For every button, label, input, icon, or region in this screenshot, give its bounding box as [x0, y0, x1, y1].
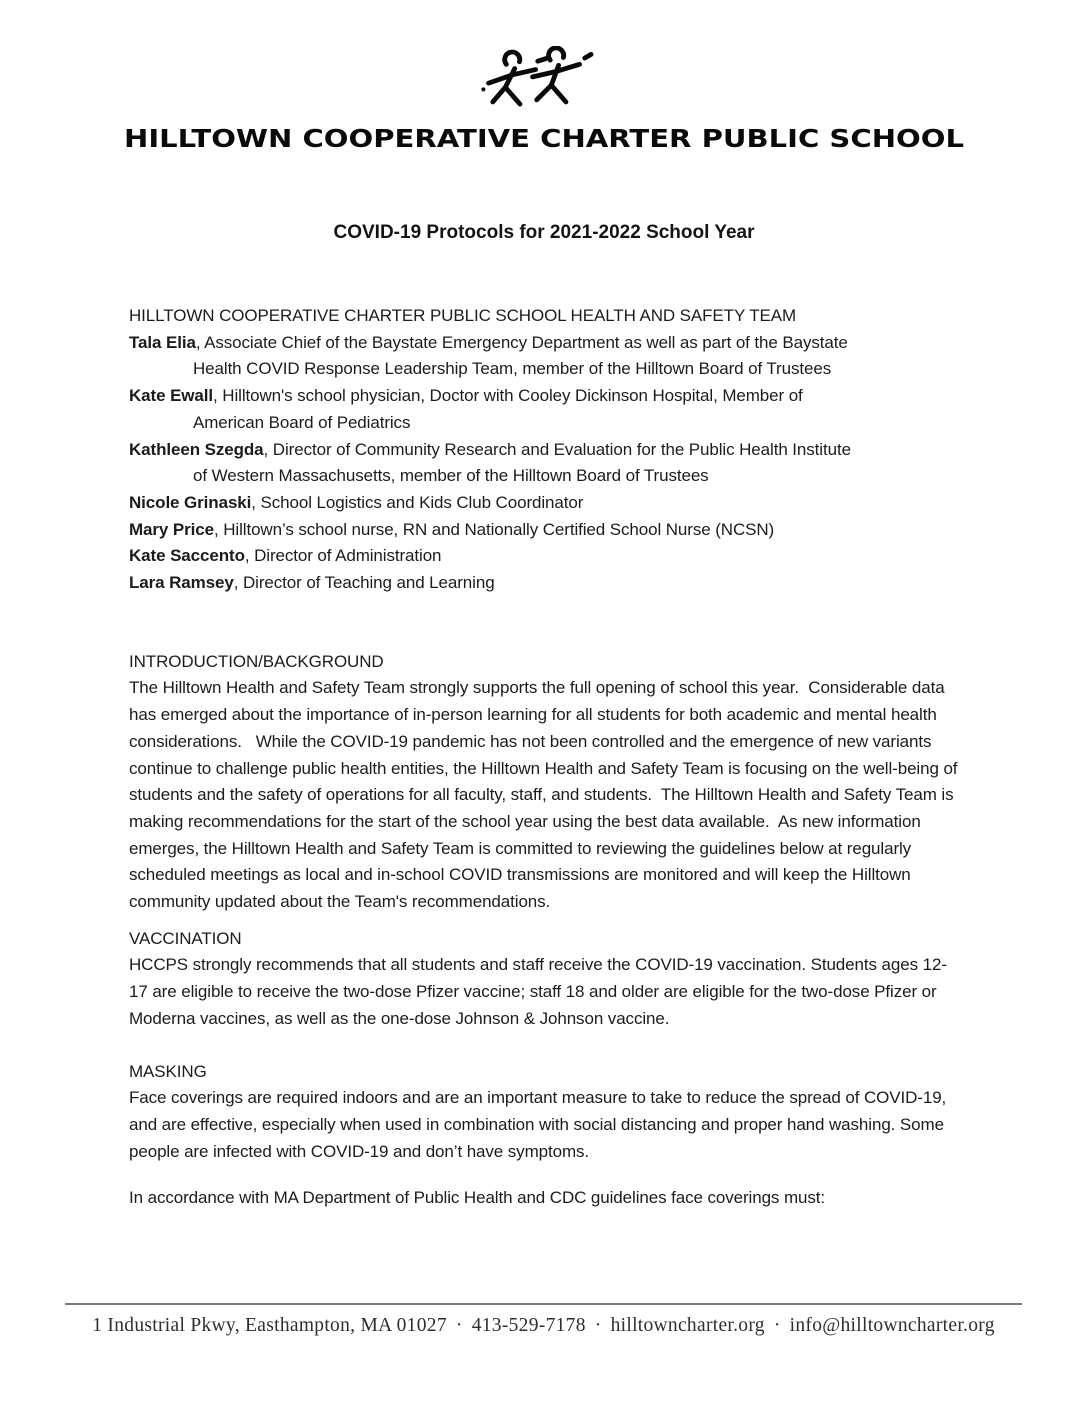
masking-section [129, 1059, 961, 1213]
team-heading: HILLTOWN COOPERATIVE CHARTER PUBLIC SCHOOL HEALTH AND SAFETY TEAM [129, 306, 797, 325]
logo-wordmark [120, 120, 968, 156]
footer-phone: 413-529-7178 [471, 1315, 586, 1336]
masking-paragraph: Face coverings are required indoors and are an important measure to take to reduce the spread of COVID-19, and are effective, especially when used in combination with social distancing and proper hand washing. Some people are infected with COVID-19 and don’t have symptoms. [129, 1088, 951, 1161]
team-section [129, 303, 961, 597]
member-role-continued: Health COVID Response Leadership Team, member of the Hilltown Board of Trustees [193, 359, 832, 379]
intro-section [129, 649, 961, 916]
footer-separator: · [773, 1315, 781, 1336]
intro-heading: INTRODUCTION/BACKGROUND [129, 651, 384, 671]
member-name: Tala Elia [129, 332, 196, 352]
team-member [129, 330, 961, 383]
member-role-continued: of Western Massachusetts, member of the Hilltown Board of Trustees [193, 466, 709, 486]
member-role: , Director of Community Research and Evaluation for the Public Health Institute [263, 439, 851, 459]
logo-wordmark-text: HILLTOWN COOPERATIVE CHARTER PUBLIC SCHOOL [124, 124, 965, 153]
footer-email: info@hilltowncharter.org [789, 1315, 995, 1336]
vaccination-paragraph: HCCPS strongly recommends that all students and staff receive the COVID-19 vaccination. Students ages 12-17 are eligible to receive the two-dose Pfizer vaccine; staff 18 and older are eligible for the two-dose Pfizer or Moderna vaccines, as well as the one-dose Johnson & Johnson vaccine. [129, 955, 947, 1028]
member-name: Kate Saccento [129, 546, 245, 566]
team-member [129, 570, 961, 597]
footer-separator: · [455, 1315, 463, 1336]
team-member [129, 517, 961, 544]
member-role: , Director of Teaching and Learning [233, 573, 495, 593]
member-role: , Associate Chief of the Baystate Emergency Department as well as part of the Baystate [195, 332, 848, 352]
member-name: Kathleen Szegda [129, 439, 264, 459]
team-member [129, 543, 961, 570]
vaccination-heading: VACCINATION [129, 928, 242, 948]
page-footer [65, 1303, 1022, 1337]
member-role: , Director of Administration [244, 546, 442, 566]
team-member [129, 383, 961, 436]
masking-heading: MASKING [129, 1061, 207, 1081]
member-role: , Hilltown's school physician, Doctor with Cooley Dickinson Hospital, Member of [213, 386, 803, 406]
member-name: Nicole Grinaski [129, 492, 252, 512]
document-body [129, 303, 961, 1212]
member-name: Kate Ewall [129, 386, 214, 406]
intro-paragraph: The Hilltown Health and Safety Team strongly supports the full opening of school this year. Considerable data has emerged about the importance of in-person learning for all students for both academic and mental health considerations. While the COVID-19 pandemic has not been controlled and the emergence of new variants continue to challenge public health entities, the Hilltown Health and Safety Team is focusing on the well-being of students and the safety of operations for all faculty, staff, and students. The Hilltown Health and Safety Team is making recommendations for the start of the school year using the best data available. As new information emerges, the Hilltown Health and Safety Team is committed to reviewing the guidelines below at regularly scheduled meetings as local and in-school COVID transmissions are monitored and will keep the Hilltown community updated about the Team's recommendations. [129, 678, 963, 912]
member-role-continued: American Board of Pediatrics [193, 412, 411, 432]
logo-wordmark-row [0, 120, 1088, 161]
footer-separator: · [594, 1315, 602, 1336]
team-member [129, 437, 961, 490]
footer-website: hilltowncharter.org [610, 1315, 765, 1336]
member-role: , Hilltown’s school nurse, RN and Nationally Certified School Nurse (NCSN) [214, 519, 775, 539]
member-name: Lara Ramsey [129, 573, 234, 593]
doc-title: COVID-19 Protocols for 2021-2022 School Year [333, 222, 755, 243]
vaccination-section [129, 926, 961, 1033]
school-logo-icon [475, 46, 613, 114]
member-role: , School Logistics and Kids Club Coordinator [251, 492, 584, 512]
footer-address: 1 Industrial Pkwy, Easthampton, MA 01027 [92, 1315, 447, 1336]
team-member [129, 490, 961, 517]
member-name: Mary Price [129, 519, 214, 539]
masking-guidelines-intro: In accordance with MA Department of Public Health and CDC guidelines face coverings must: [129, 1188, 826, 1208]
